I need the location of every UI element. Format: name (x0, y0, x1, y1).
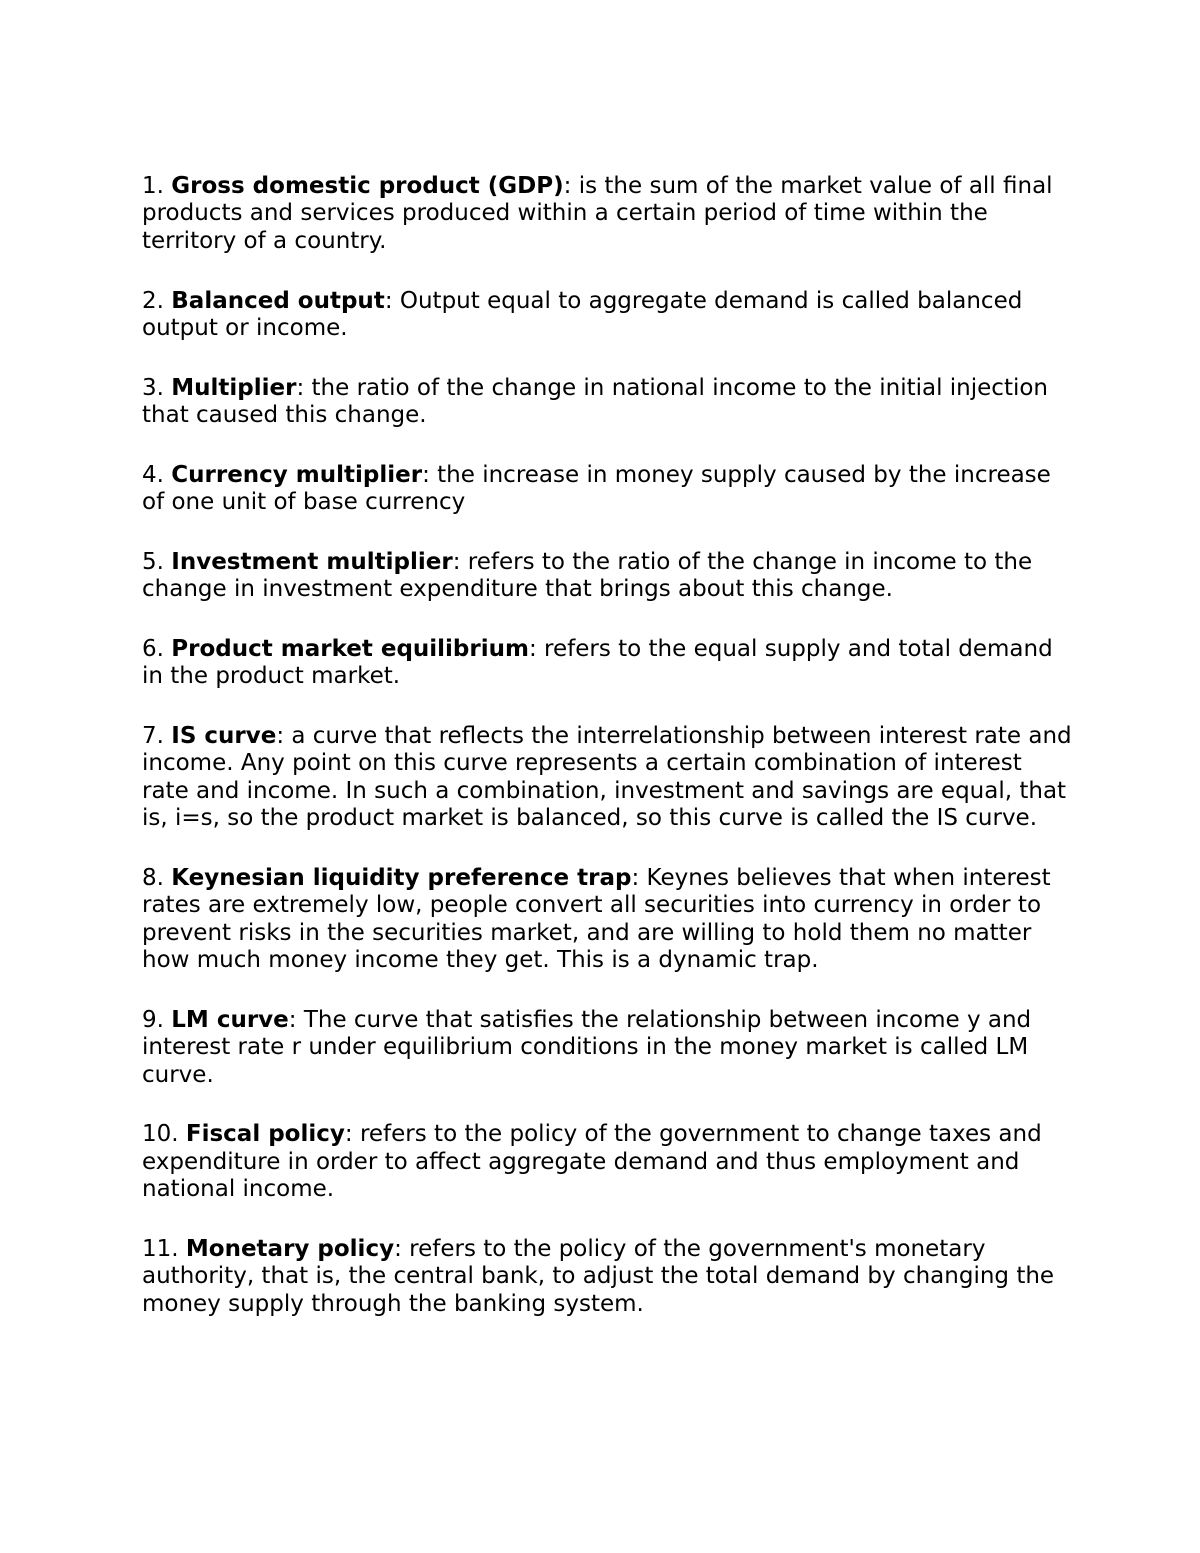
entry-definition: : is the sum of the market value of all final products and services produced within a certain period of time within the territory of a country. (142, 173, 1053, 254)
entry-definition: : Output equal to aggregate demand is called balanced output or income. (142, 287, 1023, 341)
entry-definition: : refers to the equal supply and total demand in the product market. (142, 635, 1053, 690)
entry-definition: : the increase in money supply caused by the increase of one unit of base currency (142, 461, 1051, 516)
entry-definition: : refers to the ratio of the change in income to the change in investment expenditure that brings about this change. (142, 548, 1033, 603)
entry-term: IS curve (171, 723, 277, 750)
entry-definition: : Keynes believes that when interest rates are extremely low, people convert all securities into currency in order to prevent risks in the securities market, and are willing to hold them no matter how much money income they get. This is a dynamic trap. (142, 864, 1051, 974)
definition-entry-investment-multiplier (142, 549, 1072, 604)
definition-entry-gdp (142, 173, 1072, 255)
entry-term: Keynesian liquidity preference trap (171, 864, 632, 891)
definition-entry-product-market-equilibrium (142, 636, 1072, 691)
entry-term: Product market equilibrium (171, 635, 529, 662)
entry-number: 1. (142, 173, 172, 199)
entry-term: Investment multiplier (171, 548, 453, 575)
entry-number: 8. (142, 864, 172, 891)
definition-entry-liquidity-trap (142, 865, 1072, 975)
entry-definition: : a curve that reflects the interrelationship between interest rate and income. Any point on this curve represents a certain combination of interest rate and income. In such a combination, investment and savings are equal, that is, i=s, so the product market is balanced, so this curve is called the IS curve. (142, 723, 1072, 832)
entry-term: Gross domestic product (GDP) (171, 173, 564, 199)
entry-number: 10. (142, 1121, 186, 1148)
entry-number: 6. (142, 635, 172, 662)
entry-term: LM curve (171, 1006, 289, 1033)
definition-entry-multiplier (142, 375, 1072, 430)
definition-entry-fiscal-policy (142, 1121, 1072, 1203)
entry-term: Fiscal policy (185, 1121, 345, 1148)
entry-number: 9. (142, 1006, 172, 1033)
entry-number: 2. (142, 287, 172, 314)
definition-entry-monetary-policy (142, 1236, 1072, 1318)
entry-definition: : The curve that satisfies the relationship between income y and interest rate r under equilibrium conditions in the money market is called LM curve. (142, 1006, 1032, 1088)
entry-definition: : the ratio of the change in national income to the initial injection that caused this change. (142, 374, 1049, 429)
definition-entry-balanced-output (142, 288, 1072, 343)
entry-number: 3. (142, 374, 172, 401)
entry-number: 7. (142, 723, 172, 750)
definition-entry-currency-multiplier (142, 462, 1072, 517)
entry-number: 5. (142, 548, 172, 575)
entry-definition: : refers to the policy of the government's monetary authority, that is, the central bank, to adjust the total demand by changing the money supply through the banking system. (142, 1235, 1055, 1317)
definition-entry-is-curve (142, 723, 1072, 833)
entry-number: 11. (142, 1235, 186, 1262)
entry-term: Multiplier (171, 374, 297, 401)
entry-number: 4. (142, 461, 172, 488)
entry-term: Currency multiplier (171, 461, 423, 488)
definitions-list (142, 173, 1072, 1350)
definition-entry-lm-curve (142, 1007, 1072, 1089)
entry-definition: : refers to the policy of the government to change taxes and expenditure in order to affect aggregate demand and thus employment and national income. (142, 1121, 1042, 1203)
entry-term: Monetary policy (185, 1235, 395, 1262)
entry-term: Balanced output (171, 287, 385, 314)
